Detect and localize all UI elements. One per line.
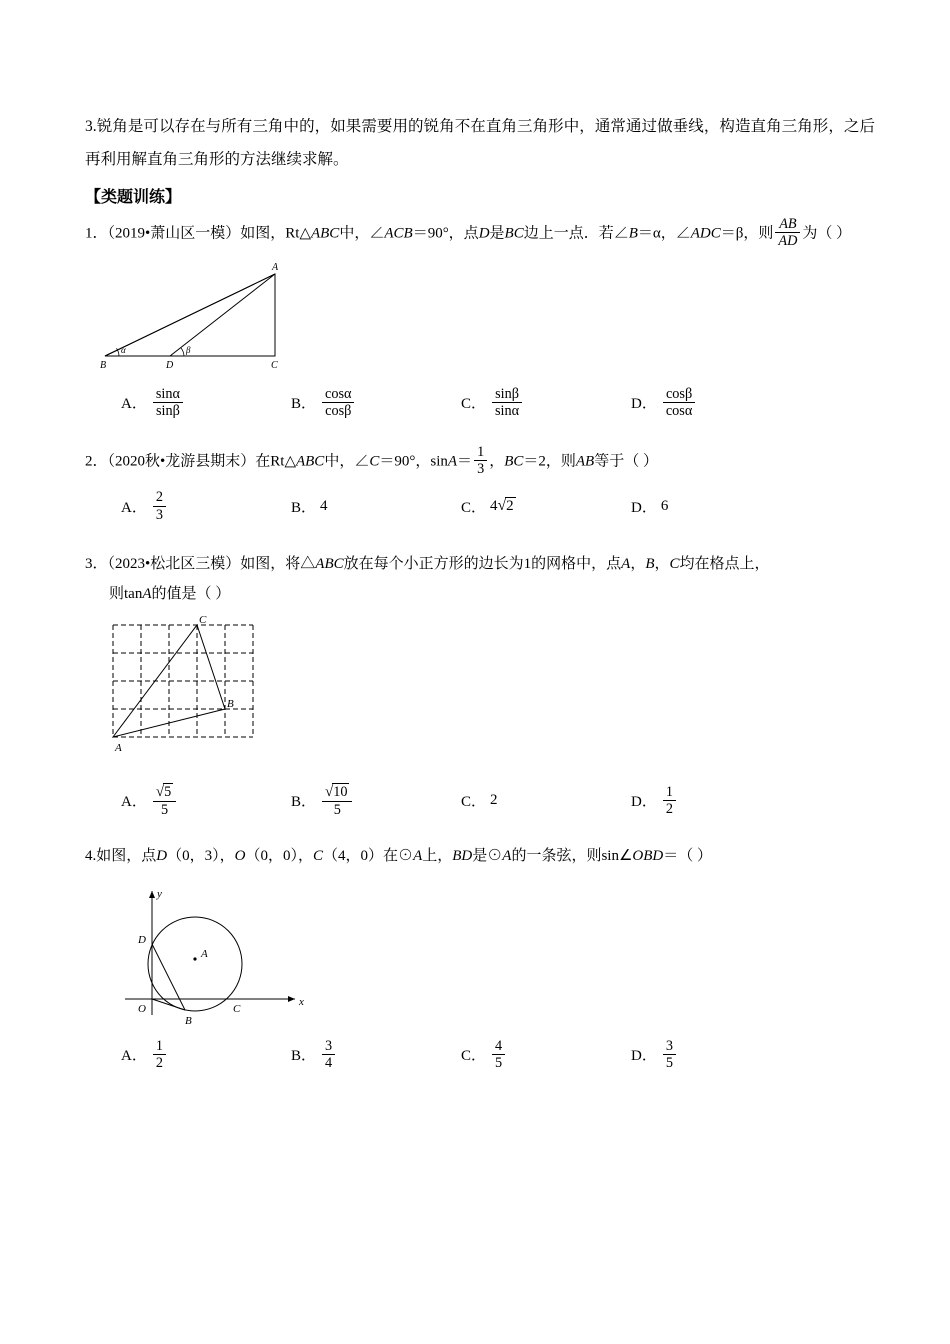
q1-text-7: ＝β，则 (720, 225, 774, 242)
q4-label-A: A (201, 947, 208, 960)
q1-figure (85, 256, 875, 376)
q1-option-b[interactable]: B． $\frac{\cos\alpha}{\cos\beta}$ (291, 386, 461, 420)
q1-text-3: ＝90°，点 (412, 225, 479, 242)
question-2 (85, 444, 875, 478)
document-content (85, 110, 875, 1071)
q4-text-3: 上， (422, 847, 453, 864)
intro-paragraph: 3.锐角是可以存在与所有三角中的，如果需要用的锐角不在直角三角形中，通常通过做垂线，构造直角三角形，之后再利用解直角三角形的方法继续求解。 (85, 118, 875, 168)
q3-number: 3． (85, 556, 108, 572)
q4-circle-diagram (105, 877, 325, 1027)
q1-label-A: A (272, 261, 279, 273)
q4-a2: A (502, 847, 512, 864)
q1-label-B: B (100, 359, 107, 371)
q4-text-6: ＝（ ） (663, 847, 712, 864)
q4-label-y: y (157, 887, 162, 900)
q3-text-1: （2023•松北区三模）如图，将△ (107, 556, 316, 572)
q4-label-D: D (138, 933, 146, 946)
q2-ab: AB (575, 453, 595, 470)
q1-text-8: 为（ ） (802, 225, 852, 242)
q4-text-1: 如图，点 (96, 847, 157, 864)
q2-text-1: （2020秋•龙游县期末）在Rt△ (107, 453, 296, 470)
q4-o: O (234, 847, 246, 864)
q1-label-alpha: α (121, 344, 126, 355)
q4-number: 4. (85, 847, 97, 864)
q1-text-2: 中，∠ (339, 225, 385, 242)
q3-label-A: A (115, 742, 122, 754)
q4-c: C (313, 847, 324, 864)
q1-text-5: 边上一点．若∠ (523, 225, 629, 242)
q1-option-a[interactable]: A． $\frac{\sin\alpha}{\sin\beta}$ (121, 386, 291, 420)
q1-text-4: 是 (489, 225, 505, 242)
q4-option-c[interactable]: C． $\frac{4}{5}$ (461, 1038, 631, 1072)
question-4: 4.如图，点D（0，3），O（0，0），C（4，0）在⊙A上，BD是⊙A的一条弦，则sin∠OBD＝（ ） (85, 847, 712, 864)
q2-options (121, 489, 875, 523)
q1-text-1: （2019•萧山区一模）如图，Rt△ (107, 225, 311, 242)
q2-c: C (369, 453, 380, 470)
q1-option-c[interactable]: C． $\frac{\sin\beta}{\sin\alpha}$ (461, 386, 631, 420)
q3-option-c[interactable]: C． 2 (461, 792, 498, 811)
q4-text-5: 的一条弦，则sin∠ (511, 847, 633, 864)
q2-option-a[interactable]: A． $\frac{2}{3}$ (121, 489, 291, 523)
q4-label-B: B (185, 1014, 192, 1027)
q1-abc: ABC (310, 225, 340, 242)
q4-label-O: O (138, 1002, 146, 1015)
q2-option-d[interactable]: D． 6 (631, 497, 669, 516)
q1-label-beta: β (186, 344, 191, 355)
q2-a: A (447, 453, 458, 470)
q3-b: B (645, 556, 655, 572)
q1-acb: ACB (384, 225, 413, 242)
q4-options (121, 1038, 875, 1072)
q1-text-6: ＝α，∠ (637, 225, 691, 242)
q2-number: 2． (85, 453, 108, 470)
q4-d: D (156, 847, 168, 864)
q3-text-3: 均在格点上， (679, 556, 770, 572)
q3-line2-post: 的值是（ ） (151, 586, 231, 602)
q3-a: A (621, 556, 631, 572)
q2-text-2: 中，∠ (324, 453, 370, 470)
q4-coord-o: （0，0） (245, 847, 298, 864)
q3-label-B: B (227, 698, 234, 710)
q1-bc: BC (504, 225, 524, 242)
q1-triangle-diagram (85, 256, 315, 371)
q2-bc: BC (504, 453, 524, 470)
q3-label-C: C (199, 615, 207, 626)
q3-c: C (669, 556, 680, 572)
q4-a1: A (413, 847, 423, 864)
q2-text-3: ＝90°，sin (379, 453, 448, 470)
q1-d: D (478, 225, 490, 242)
q3-text-2: 放在每个小正方形的边长为1的网格中，点 (343, 556, 622, 572)
q4-label-C: C (233, 1002, 241, 1015)
q3-options (121, 783, 875, 819)
q4-text-4: 是⊙ (472, 847, 503, 864)
section-title: 【类题训练】 (85, 189, 182, 206)
q4-text-2: 在⊙ (383, 847, 414, 864)
q4-coord-c: （4，0） (323, 847, 384, 864)
q2-text-6: ＝2，则 (523, 453, 576, 470)
q4-bd: BD (452, 847, 473, 864)
q2-fraction: $\frac{1}{3}$ (474, 444, 487, 478)
q2-text-5: ， (489, 453, 505, 470)
q4-option-d[interactable]: D． $\frac{3}{5}$ (631, 1038, 801, 1072)
q4-obd: OBD (632, 847, 664, 864)
q2-text-4: ＝ (457, 453, 473, 470)
q4-label-x: x (299, 995, 304, 1008)
q2-abc: ABC (295, 453, 325, 470)
q1-options (121, 386, 875, 420)
q4-coord-d: （0，3） (167, 847, 220, 864)
q1-number: 1． (85, 225, 108, 242)
q2-option-b[interactable]: B． 4 (291, 497, 328, 516)
q3-option-a[interactable]: A． $\frac{√5}{5}$ (121, 783, 291, 819)
question-3: 3．（2023•松北区三模）如图，将△ABC放在每个小正方形的边长为1的网格中，点A，B，C均在格点上， 则tanA的值是（ ） (85, 556, 770, 602)
q3-option-b[interactable]: B． $\frac{√10}{5}$ (291, 783, 461, 819)
q1-label-C: C (271, 359, 278, 371)
q3-line2-pre: 则tan (109, 586, 143, 602)
q1-b: B (628, 225, 638, 242)
q3-grid-diagram (103, 615, 263, 770)
q3-abc: ABC (315, 556, 344, 572)
q3-line2-a: A (142, 586, 152, 602)
q1-label-D: D (166, 359, 174, 371)
q4-figure (105, 877, 875, 1032)
q4-option-b[interactable]: B． $\frac{3}{4}$ (291, 1038, 461, 1072)
q1-adc: ADC (690, 225, 721, 242)
q2-option-c[interactable]: C． 4 √ 2 (461, 497, 514, 516)
q4-option-a[interactable]: A． $\frac{1}{2}$ (121, 1038, 291, 1072)
q3-option-d[interactable]: D． $\frac{1}{2}$ (631, 783, 801, 819)
q3-figure (103, 615, 875, 775)
question-1 (85, 216, 875, 250)
q1-fraction: $\frac{AB}{AD}$ (775, 216, 800, 250)
q2-text-7: 等于（ ） (594, 453, 658, 470)
q1-option-d[interactable]: D． $\frac{\cos\beta}{\cos\alpha}$ (631, 386, 801, 420)
